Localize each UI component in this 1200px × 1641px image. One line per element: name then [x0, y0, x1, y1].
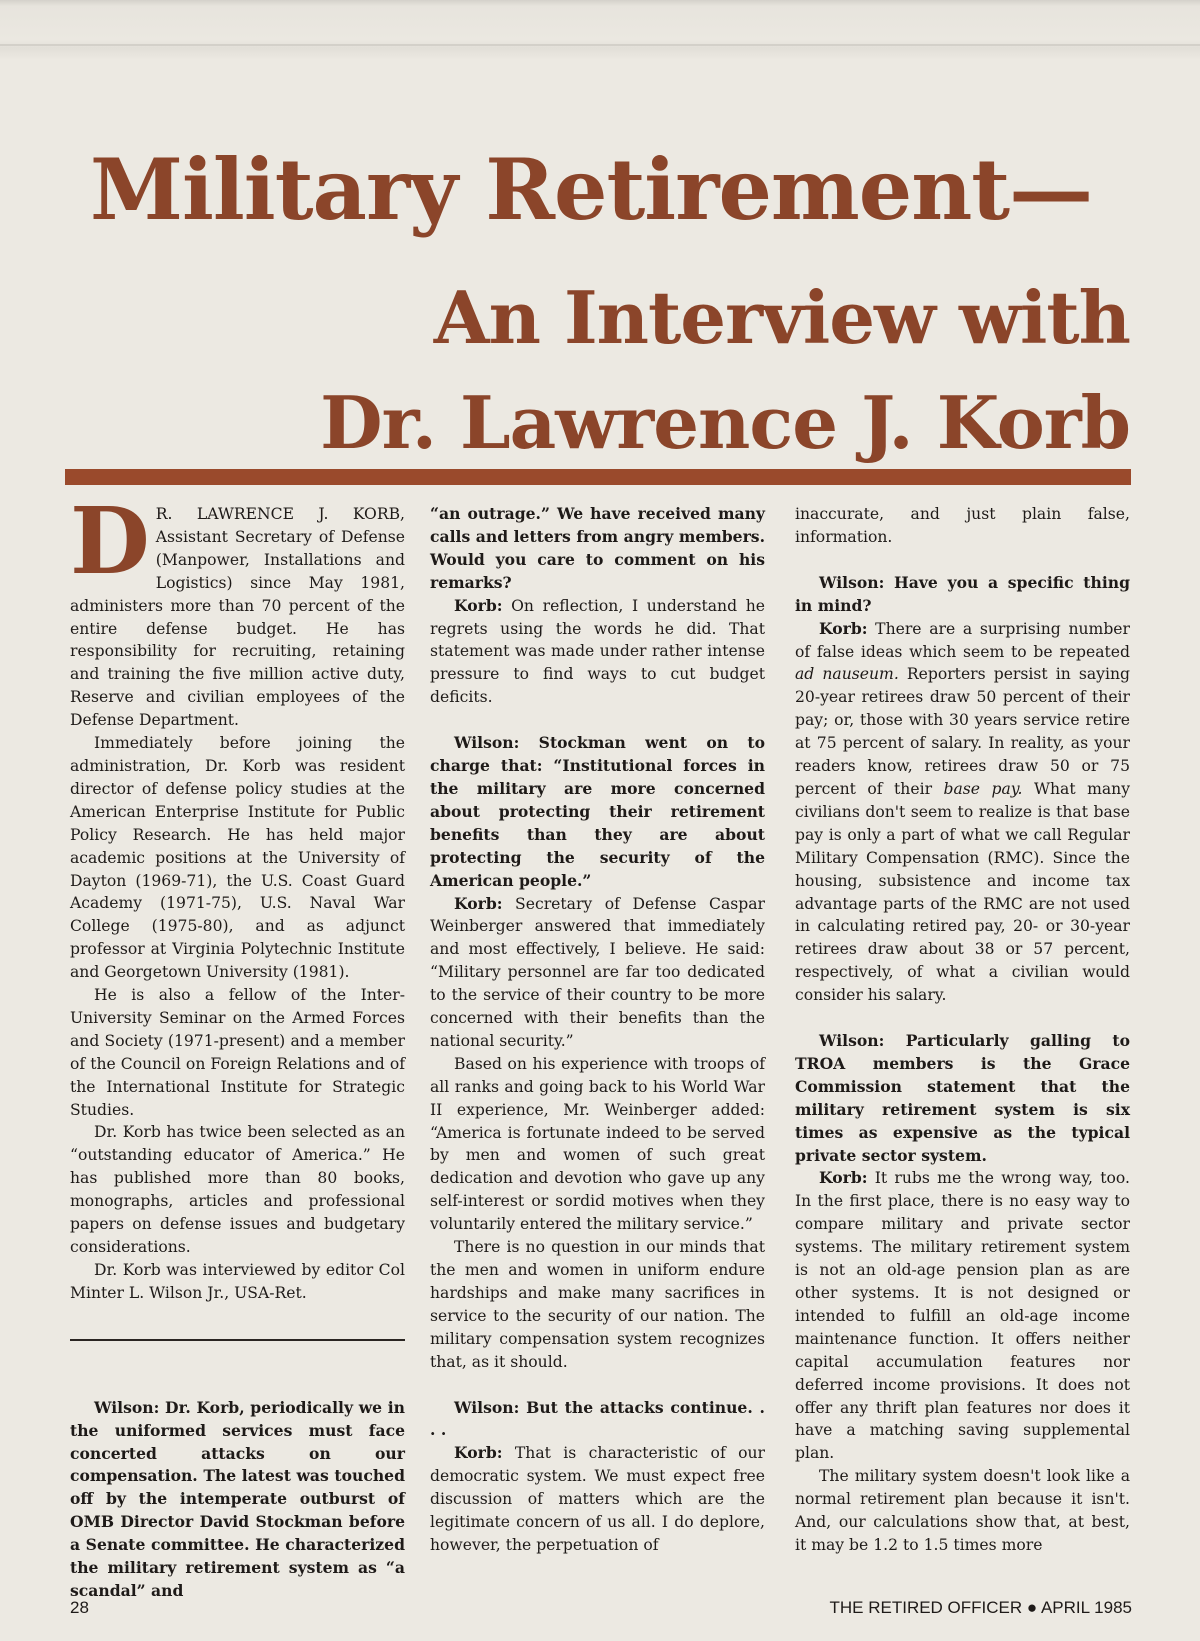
- page-number: 28: [70, 1598, 89, 1617]
- page-top-edge: [0, 0, 1200, 70]
- question-3: Wilson: But the attacks continue. . . .: [430, 1397, 765, 1440]
- answer-4-emphasis-2: base pay.: [943, 779, 1023, 798]
- intro-text: R. LAWRENCE J. KORB, Assistant Secretary of Defense (Manpower, Installations and Logistics) since May 1981, administers more than 70 percent of the entire defense budget. He has responsibility for recruiting, retaining and training the five million active duty, Reserve and civilian employees of the Defense Department.: [70, 505, 405, 730]
- paragraph-calculations: The military system doesn't look like a normal retirement plan because it isn't. And, our calculations show that, at best, it may be 1.2 to 1.5 times more: [795, 1467, 1130, 1554]
- speaker-label: Korb:: [819, 1168, 868, 1188]
- speaker-label: Korb:: [454, 893, 503, 913]
- speaker-label: Korb:: [819, 618, 868, 638]
- speaker-label: Korb:: [454, 595, 503, 615]
- answer-2-text: Secretary of Defense Caspar Weinberger answered that immediately and most effectively, I believe. He said: “Military personnel are far too dedicated to the service of their country to be more concerned with their benefits than the national security.”: [430, 894, 765, 1050]
- top-edge-line: [0, 44, 1200, 46]
- drop-cap: D: [70, 487, 150, 595]
- bio-paragraph-5: Dr. Korb was interviewed by editor Col Minter L. Wilson Jr., USA-Ret.: [70, 1260, 405, 1302]
- answer-2: [430, 893, 765, 1053]
- answer-1: [430, 595, 765, 710]
- answer-4-text-a: There are a surprising number of false ideas which seem to be repeated: [795, 619, 1130, 661]
- answer-4-text-c: What many civilians don't seem to realize is that base pay is only a part of what we call Regular Military Compensation (RMC). Since the housing, subsistence and income tax advantage parts of the RMC are not used in calculating retired pay, 20- or 30-year retirees draw about 38 or 57 percent, respectively, of what a civilian would consider his salary.: [795, 779, 1131, 1005]
- column-3: [795, 503, 1130, 1557]
- question-1-continued: “an outrage.” We have received many calls and letters from angry members. Would you care to comment on his remarks?: [430, 504, 765, 592]
- question-1: Wilson: Dr. Korb, periodically we in the uniformed services must face concerted attacks on our compensation. The latest was touched off by the intemperate outburst of OMB Director David Stockman before a Senate committee. He characterized the military retirement system as “a scandal” and: [70, 1397, 405, 1600]
- answer-5-text: It rubs me the wrong way, too. In the first place, there is no easy way to compare military and private sector systems. The military retirement system is not an old-age pension plan as are other systems. It is not designed or intended to fulfill an old-age income maintenance function. It offers neither capital accumulation features nor deferred income provisions. It does not offer any thrift plan features nor does it have a matching saving supplemental plan.: [795, 1169, 1130, 1463]
- title-line-2: An Interview with: [433, 275, 1130, 360]
- answer-3-continued: inaccurate, and just plain false, information.: [795, 505, 1130, 546]
- paragraph-sacrifices: There is no question in our minds that the men and women in uniform endure hardships and make many sacrifices in service to the security of our nation. The military compensation system recognizes that, as it should.: [430, 1238, 765, 1371]
- answer-5: [795, 1167, 1130, 1465]
- column-1: [70, 487, 405, 1603]
- answer-4: [795, 618, 1130, 1007]
- bio-paragraph-2: Immediately before joining the administration, Dr. Korb was resident director of defense policy studies at the American Enterprise Institute for Public Policy Research. He has held major academic positions at the University of Dayton (1969-71), the U.S. Coast Guard Academy (1971-75), U.S. Naval War College (1975-80), and as adjunct professor at Virginia Polytechnic Institute and Georgetown University (1981).: [70, 734, 405, 982]
- paragraph-weinberger: Based on his experience with troops of all ranks and going back to his World War II experience, Mr. Weinberger added: “America is fortunate indeed to be served by men and women of such great dedication and devotion who gave up any self-interest or sordid motives when they voluntarily entered the military service.”: [430, 1054, 765, 1234]
- title-line-1: Military Retirement—: [90, 140, 1093, 239]
- answer-4-text-b: Reporters persist in saying 20-year retirees draw 50 percent of their pay; or, those with 30 years service retire at 75 percent of salary. In reality, as your readers know, retirees draw 50 or 75 percent of their: [795, 665, 1130, 798]
- running-footer: THE RETIRED OFFICER ● APRIL 1985: [829, 1598, 1132, 1617]
- section-divider: [70, 1339, 405, 1341]
- question-4: Wilson: Have you a specific thing in mind?: [795, 572, 1130, 615]
- answer-1-text: On reflection, I understand he regrets using the words he did. That statement was made under rather intense pressure to find ways to cut budget deficits.: [430, 596, 765, 707]
- answer-3: [430, 1442, 765, 1557]
- speaker-label: Korb:: [454, 1443, 503, 1463]
- bio-paragraph-4: Dr. Korb has twice been selected as an “outstanding educator of America.” He has published more than 80 books, monographs, articles and professional papers on defense issues and budgetary considerations.: [70, 1123, 405, 1256]
- question-5: Wilson: Particularly galling to TROA members is the Grace Commission statement that the military retirement system is six times as expensive as the typical private sector system.: [795, 1031, 1130, 1165]
- answer-3-text: That is characteristic of our democratic system. We must expect free discussion of matters which are the legitimate concern of us all. I do deplore, however, the perpetuation of: [430, 1444, 765, 1554]
- title-rule: [65, 469, 1131, 485]
- intro-paragraph: [70, 487, 405, 732]
- answer-4-emphasis: ad nauseum.: [795, 665, 899, 684]
- bio-paragraph-3: He is also a fellow of the Inter-University Seminar on the Armed Forces and Society (1971-present) and a member of the Council on Foreign Relations and of the International Institute for Strategic Studies.: [70, 986, 405, 1119]
- title-line-3: Dr. Lawrence J. Korb: [320, 380, 1130, 465]
- column-2: [430, 503, 765, 1557]
- question-2: Wilson: Stockman went on to charge that: “Institutional forces in the military are more concerned about protecting their retirement benefits than they are about protecting the security of the American people.”: [430, 733, 765, 890]
